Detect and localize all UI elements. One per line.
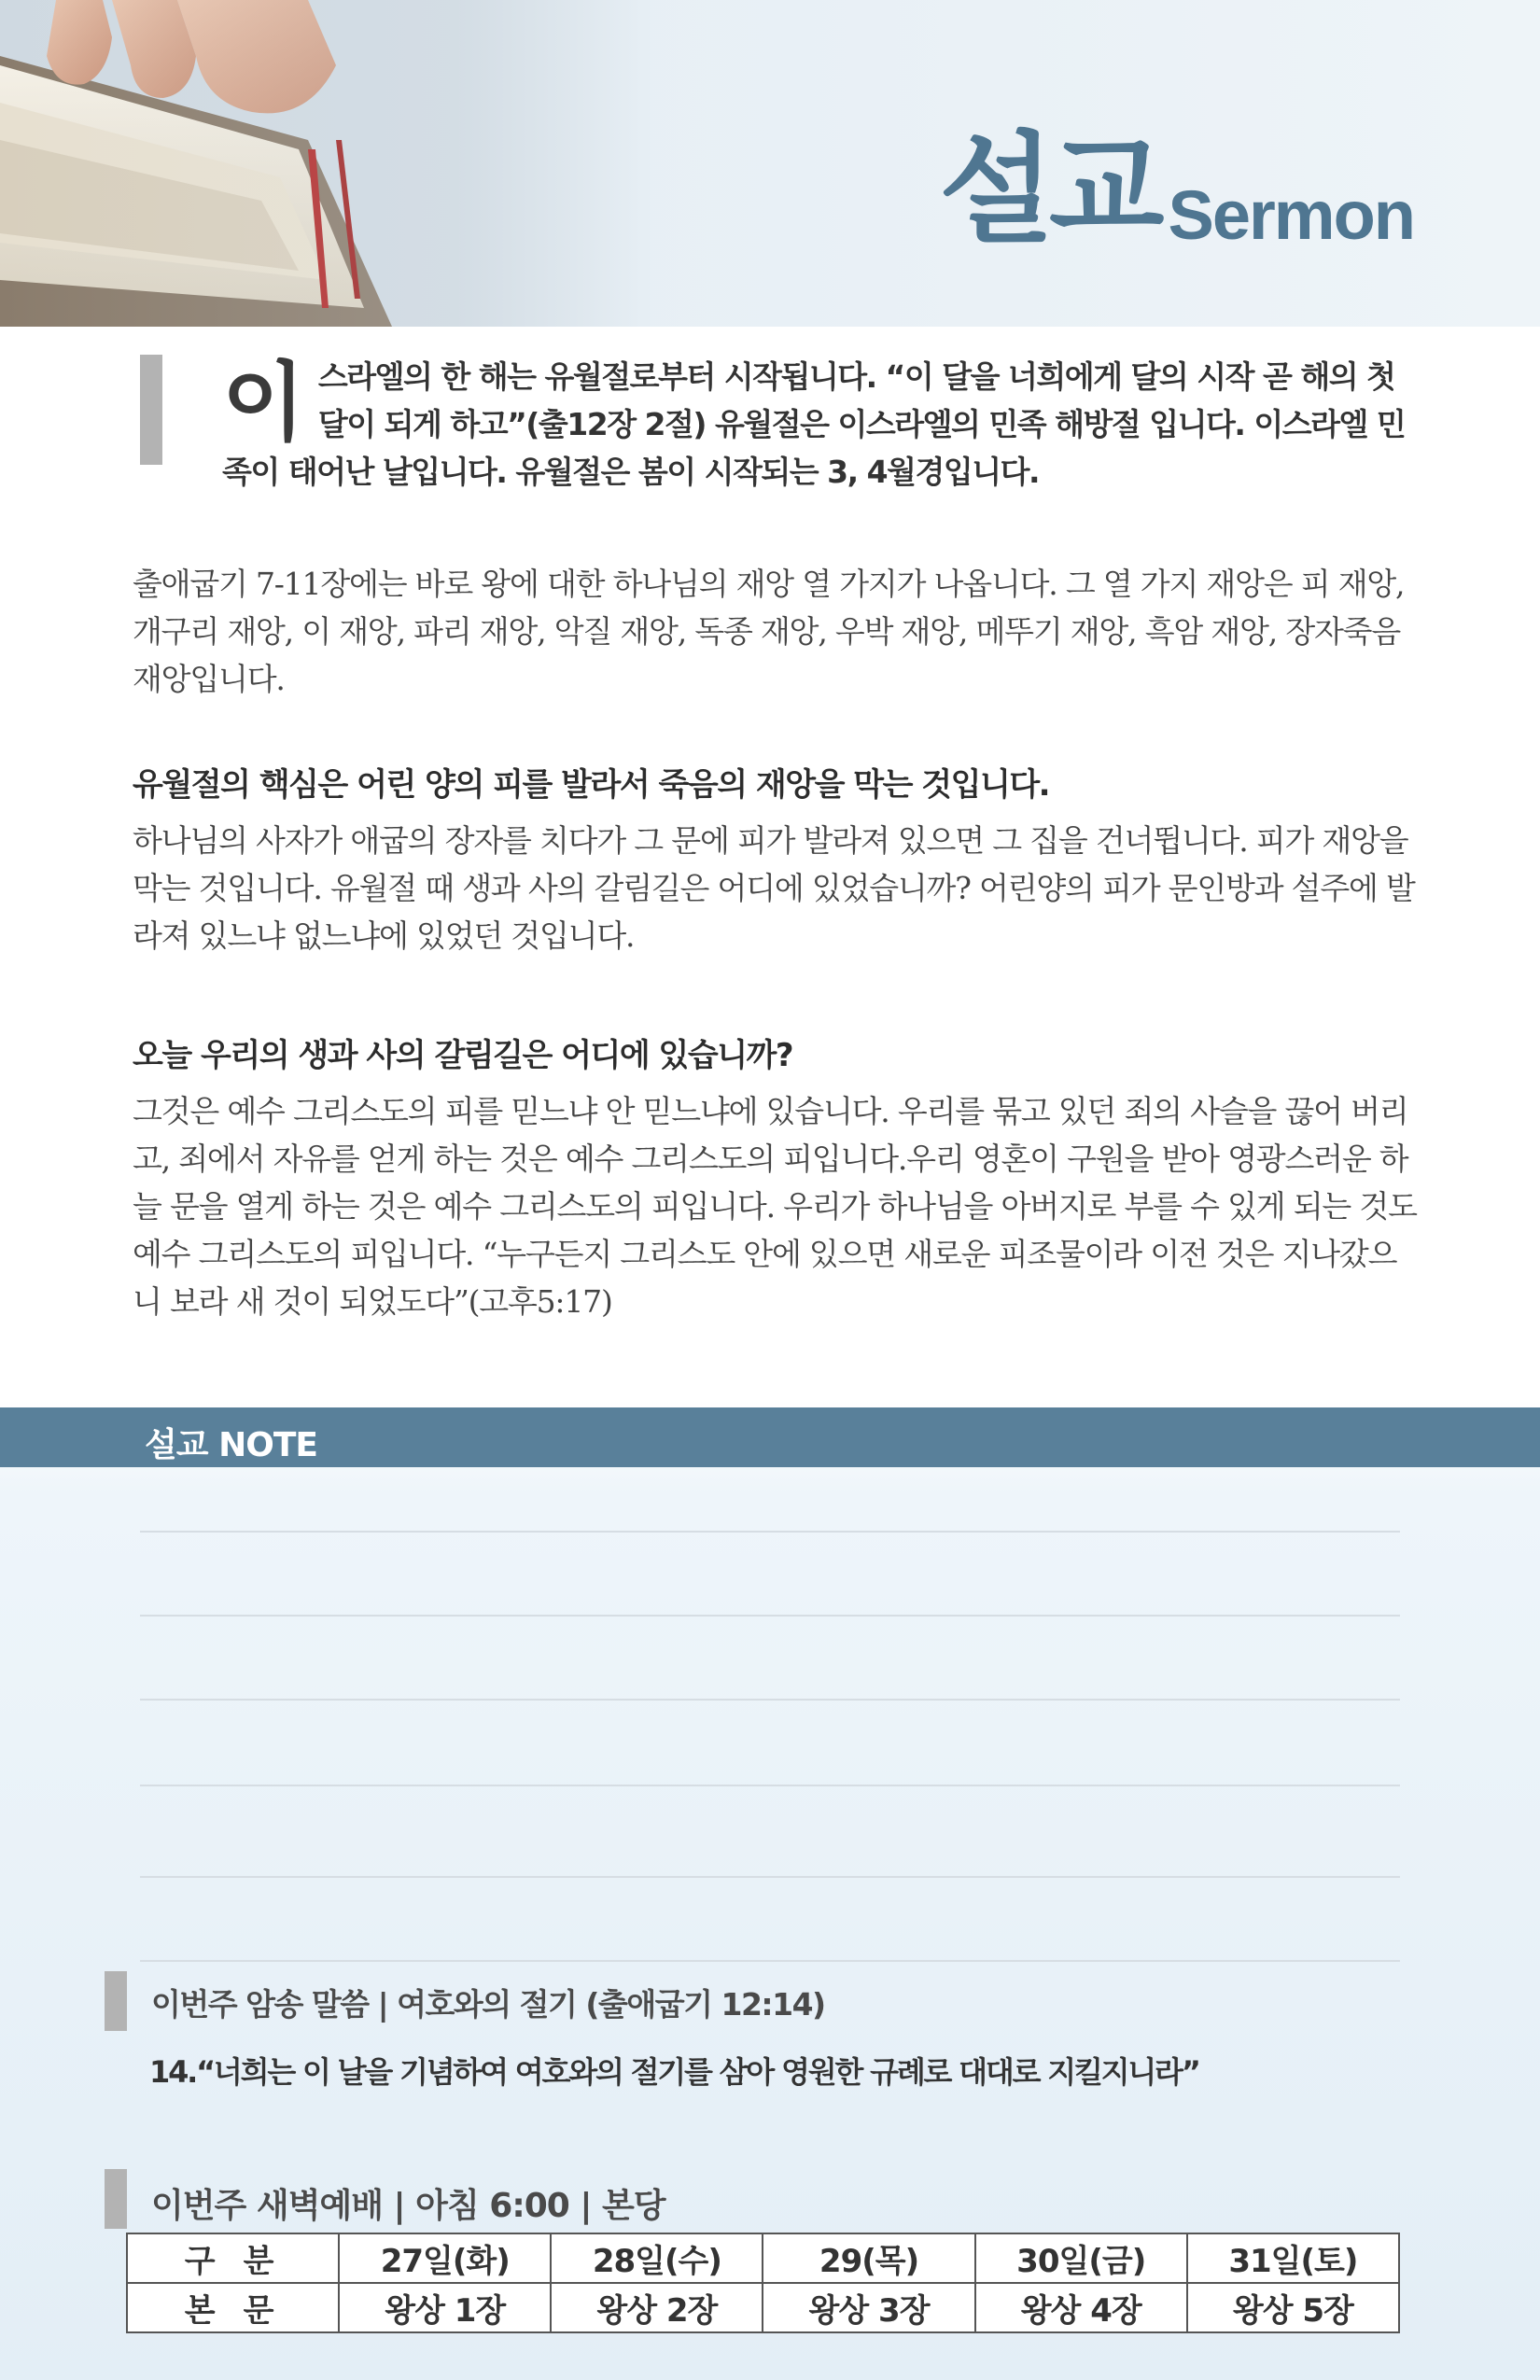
heading-passover-core: 유월절의 핵심은 어린 양의 피를 발라서 죽음의 재앙을 막는 것입니다. <box>133 766 1050 804</box>
memory-verse-text: 14.“너희는 이 날을 기념하여 여호와의 절기를 삼아 영원한 규례로 대대로 지킬지니라” <box>149 2054 1199 2090</box>
scripture-cell: 왕상 5장 <box>1187 2283 1399 2332</box>
open-bible-photo <box>0 0 653 327</box>
dawn-service-label: 이번주 새벽예배 | 아침 6:00 | 본당 <box>151 2187 665 2225</box>
note-line <box>140 1960 1400 1962</box>
table-row <box>127 2233 1399 2283</box>
scripture-cell: 왕상 4장 <box>975 2283 1187 2332</box>
scripture-cell: 왕상 2장 <box>551 2283 763 2332</box>
dawn-accent-bar <box>105 2169 127 2229</box>
title-korean: 설교 <box>939 120 1159 259</box>
paragraph-plagues: 출애굽기 7-11장에는 바로 왕에 대한 하나님의 재앙 열 가지가 나옵니다. 그 열 가지 재앙은 피 재앙, 개구리 재앙, 이 재앙, 파리 재앙, 악질 재앙, 독종 재앙, 우박 재앙, 메뚜기 재앙, 흑암 재앙, 장자죽음 재앙입니다. <box>133 566 1405 697</box>
header-banner <box>0 0 1540 327</box>
paragraph-blood-of-christ: 그것은 예수 그리스도의 피를 믿느냐 안 믿느냐에 있습니다. 우리를 묶고 있던 죄의 사슬을 끊어 버리고, 죄에서 자유를 얻게 하는 것은 예수 그리스도의 피입니다.우리 영혼이 구원을 받아 영광스러운 하늘 문을 열게 하는 것은 예수 그리스도의 피입니다. 우리가 하나님을 아버지로 부를 수 있게 되는 것도 예수 그리스도의 피입니다. “누구든지 그리스도 안에 있으면 새로운 피조물이라 이전 것은 지나갔으니 보라 새 것이 되었도다”(고후5:17) <box>133 1093 1417 1320</box>
intro-paragraph <box>222 353 1417 496</box>
memory-verse-label: 이번주 암송 말씀 | 여호와의 절기 (출애굽기 12:14) <box>151 1986 825 2023</box>
memory-accent-bar <box>105 1971 127 2031</box>
note-line <box>140 1876 1400 1878</box>
day-cell: 31일(토) <box>1187 2233 1399 2283</box>
day-cell: 28일(수) <box>551 2233 763 2283</box>
row-label-division: 구분 <box>127 2233 339 2283</box>
table-row <box>127 2283 1399 2332</box>
title-english: Sermon <box>1168 176 1414 254</box>
note-line <box>140 1615 1400 1617</box>
intro-accent-bar <box>140 355 162 465</box>
dawn-schedule-table <box>126 2233 1400 2333</box>
heading-today: 오늘 우리의 생과 사의 갈림길은 어디에 있습니까? <box>133 1037 793 1074</box>
intro-text: 스라엘의 한 해는 유월절로부터 시작됩니다. “이 달을 너희에게 달의 시작 곧 해의 첫 달이 되게 하고”(출12장 2절) 유월절은 이스라엘의 민족 해방절 입니다. 이스라엘 민족이 태어난 날입니다. 유월절은 봄이 시작되는 3, 4월경입니다. <box>222 358 1406 490</box>
paragraph-passover: 하나님의 사자가 애굽의 장자를 치다가 그 문에 피가 발라져 있으면 그 집을 건너뜁니다. 피가 재앙을 막는 것입니다. 유월절 때 생과 사의 갈림길은 어디에 있었습니까? 어린양의 피가 문인방과 설주에 발라져 있느냐 없느냐에 있었던 것입니다. <box>133 822 1415 954</box>
day-cell: 29(목) <box>763 2233 974 2283</box>
day-cell: 30일(금) <box>975 2233 1187 2283</box>
scripture-cell: 왕상 1장 <box>339 2283 551 2332</box>
note-title: 설교 NOTE <box>145 1426 317 1464</box>
row-label-text: 본문 <box>127 2283 339 2332</box>
note-line <box>140 1699 1400 1701</box>
note-line <box>140 1785 1400 1786</box>
note-line <box>140 1531 1400 1533</box>
day-cell: 27일(화) <box>339 2233 551 2283</box>
sermon-title <box>939 120 1414 259</box>
intro-dropcap: 이 <box>222 353 305 453</box>
scripture-cell: 왕상 3장 <box>763 2283 974 2332</box>
